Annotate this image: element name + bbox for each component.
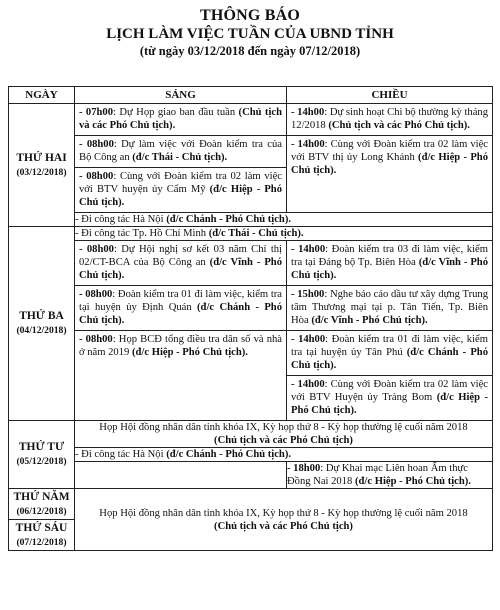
tuesday-afternoon-cell [287, 241, 493, 421]
list-item: - 08h00: Dự Hội nghị sơ kết 03 năm Chỉ thị 02/CT-BCA của Bộ Công an (đ/c Vĩnh - Phó Chủ tịch). [79, 244, 282, 281]
list-item: - 08h00: Cùng với Đoàn kiểm tra 02 làm việc với BTV huyện ủy Cẩm Mỹ (đ/c Hiệp - Phó Chủ tịch). [75, 167, 286, 212]
notice-subtitle: LỊCH LÀM VIỆC TUẦN CỦA UBND TỈNH [106, 26, 394, 42]
list-item: - 14h00: Đoàn kiểm tra 03 đi làm việc, kiểm tra tại Đảng bộ Tp. Biên Hòa (đ/c Vĩnh - Phó Chủ tịch). [291, 244, 488, 281]
monday-day-cell [9, 104, 75, 227]
tuesday-morning-cell [75, 241, 287, 421]
wednesday-full-day-cell: - Đi công tác Hà Nội (đ/c Chánh - Phó Chủ tịch). [75, 448, 493, 462]
session-person: (Chủ tịch và các Phó Chủ tịch) [214, 435, 353, 446]
notice-header [0, 0, 500, 59]
tuesday-day-cell [9, 227, 75, 421]
day-date: (05/12/2018) [16, 456, 67, 467]
monday-full-row [9, 213, 493, 227]
session-person: (Chủ tịch và các Phó Chủ tịch) [214, 520, 353, 532]
monday-afternoon-cell [287, 104, 493, 213]
monday-full-day-cell: - Đi công tác Hà Nội (đ/c Chánh - Phó Chủ tịch). [75, 213, 493, 227]
wednesday-afternoon-cell: - 18h00: Dự Khai mạc Liên hoan Ẩm thực Đồng Nai 2018 (đ/c Hiệp - Phó Chủ tịch). [287, 462, 493, 489]
wednesday-full-row [9, 448, 493, 462]
wednesday-council-session [75, 421, 493, 448]
tuesday-sessions-row [9, 241, 493, 421]
wednesday-morning-cell [75, 462, 287, 489]
list-item: - 08h00: Đoàn kiểm tra 01 đi làm việc, kiểm tra tại huyện ủy Định Quán (đ/c Chánh - Phó Chủ tịch). [75, 285, 286, 330]
list-item: - 14h00: Cùng với Đoàn kiểm tra 02 làm việc với BTV thị ủy Long Khánh (đ/c Hiệp - Phó Chủ tịch). [287, 135, 492, 180]
day-name: THỨ TƯ [18, 441, 65, 453]
col-morning-header: SÁNG [75, 87, 287, 104]
tuesday-row [9, 227, 493, 241]
schedule-table [8, 86, 493, 551]
list-item: - 14h00: Cùng với Đoàn kiểm tra 02 làm việc với BTV Huyện ủy Trảng Bom (đ/c Hiệp - Phó Chủ tịch). [287, 375, 492, 420]
day-name: THỨ BA [19, 310, 64, 322]
day-date: (04/12/2018) [16, 325, 67, 336]
col-afternoon-header: CHIỀU [287, 87, 493, 104]
day-name: THỨ SÁU [15, 521, 68, 534]
friday-day-cell [9, 520, 75, 551]
thursday-row [9, 489, 493, 520]
day-name: THỨ HAI [16, 151, 67, 164]
monday-row [9, 104, 493, 213]
session-text: Họp Hội đồng nhân dân tỉnh khóa IX, Kỳ họp thứ 8 - Kỳ họp thường lệ cuối năm 2018 [99, 507, 468, 519]
col-day-header: NGÀY [9, 87, 75, 104]
session-text: Họp Hội đồng nhân dân tỉnh khóa IX, Kỳ họp thứ 8 - Kỳ họp thường lệ cuối năm 2018 [99, 422, 468, 433]
wednesday-row [9, 421, 493, 448]
notice-date-range: (từ ngày 03/12/2018 đến ngày 07/12/2018) [139, 44, 361, 58]
tuesday-full-day-cell: - Đi công tác Tp. Hồ Chí Minh (đ/c Thái - Chủ tịch). [75, 227, 493, 241]
thursday-day-cell [9, 489, 75, 520]
monday-morning-cell [75, 104, 287, 213]
day-name: THỨ NĂM [13, 490, 70, 503]
wednesday-day-cell [9, 421, 75, 489]
day-date: (07/12/2018) [16, 536, 67, 548]
list-item: - 14h00: Đoàn kiểm tra 01 đi làm việc, kiểm tra tại huyện ủy Tân Phú (đ/c Chánh - Phó Chủ tịch). [287, 330, 492, 375]
list-item: - 14h00: Dự sinh hoạt Chi bộ thường kỳ tháng 12/2018 (Chủ tịch và các Phó Chủ tịch). [291, 107, 488, 131]
day-date: (06/12/2018) [16, 505, 67, 517]
day-date: (03/12/2018) [16, 166, 67, 178]
list-item: - 15h00: Nghe báo cáo dầu tư xây dựng Trung tâm Thương mại tại p. Tân Tiến, Tp. Biên Hòa (đ/c Vĩnh - Phó Chủ tịch). [287, 285, 492, 330]
notice-title: THÔNG BÁO [199, 7, 301, 24]
list-item: - 07h00: Dự Họp giao ban đầu tuần (Chủ tịch và các Phó Chủ tịch). [79, 107, 282, 131]
thu-fri-council-session [75, 489, 493, 551]
list-item: - 08h00: Họp BCĐ tổng điều tra dân số và nhà ở năm 2019 (đ/c Hiệp - Phó Chủ tịch). [75, 330, 286, 362]
header-row [9, 87, 493, 104]
wednesday-sessions-row [9, 462, 493, 489]
list-item: - 08h00: Dự làm việc với Đoàn kiểm tra của Bộ Công an (đ/c Thái - Chủ tịch). [75, 135, 286, 167]
